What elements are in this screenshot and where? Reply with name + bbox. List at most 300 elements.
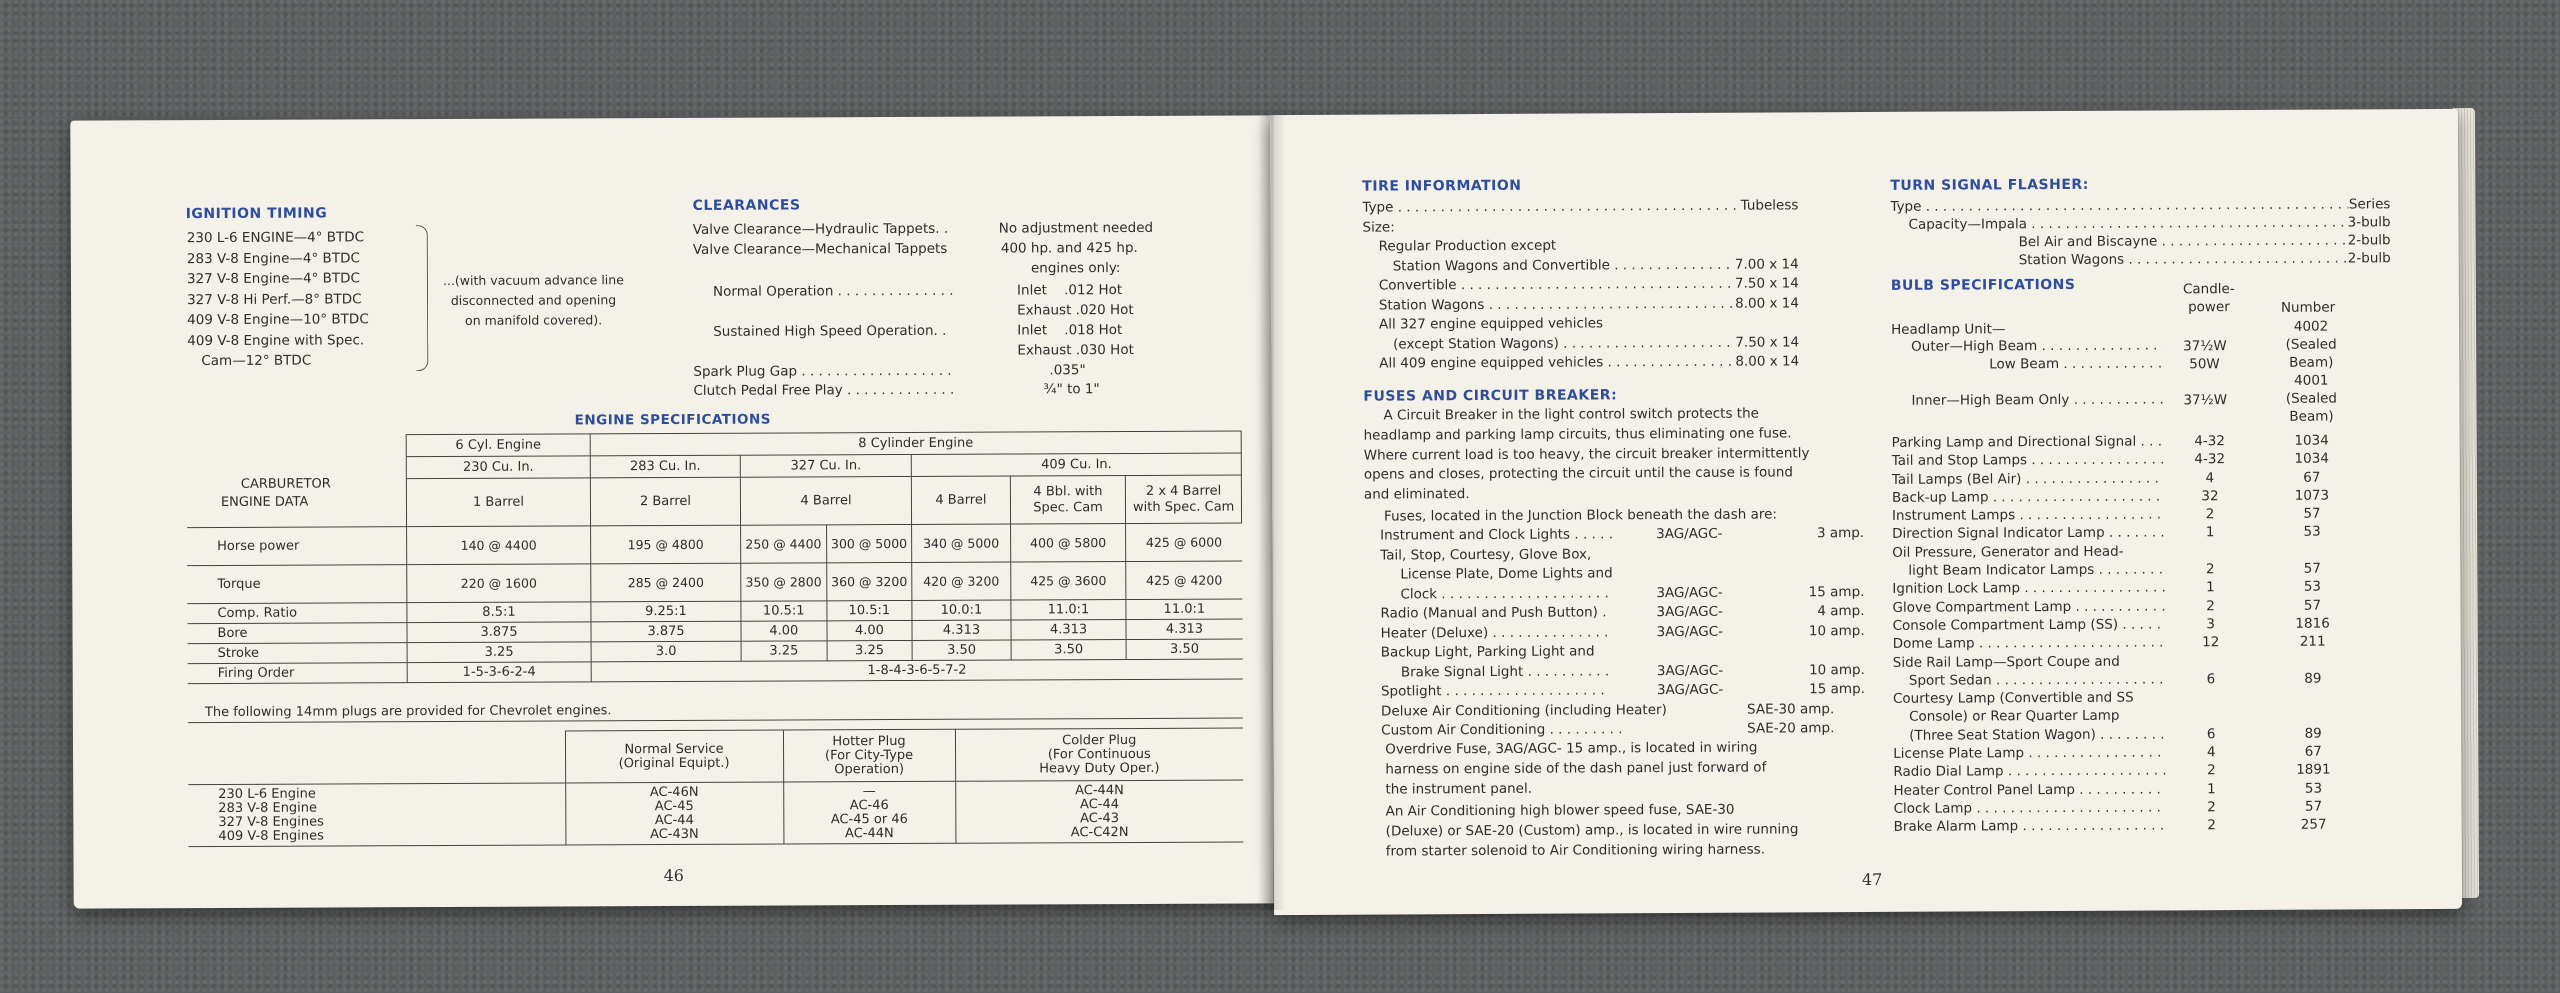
plug-normal-value: AC-43N <box>650 826 699 842</box>
left-page <box>70 115 1273 908</box>
spec-cell: 11.0:1 <box>1011 600 1127 621</box>
flasher-capacity-label: Capacity—Impala . . . <box>1908 213 2347 233</box>
plugs-table <box>188 728 1243 848</box>
spark-label: Spark Plug Gap . . . . . . . . . . . . . . . . . . <box>693 362 952 380</box>
spec-cell: 425 @ 4200 <box>1126 561 1242 600</box>
ignition-line: 283 V-8 Engine—4° BTDC <box>186 249 360 267</box>
tire-size-label: Size: <box>1362 218 1395 236</box>
col-power-line: Candle- <box>2182 281 2235 298</box>
bulb-item-power: 1 <box>2205 524 2215 541</box>
flasher-wagon-label: Station Wagons . . . <box>2019 249 2348 269</box>
fuse-item <box>1365 641 1865 663</box>
firing-order-8: 1-8-4-3-6-5-7-2 <box>591 659 1242 682</box>
bulb-item-number: 67 <box>2303 469 2321 486</box>
spec-cell: 10.0:1 <box>912 600 1011 620</box>
bulb-item-label: Console Compartment Lamp (SS) . . . <box>1893 615 2165 635</box>
bulb-item-power: 2 <box>2206 597 2215 614</box>
ignition-line: 327 V-8 Hi Perf.—8° BTDC <box>187 290 362 308</box>
spec-cell: 3.875 <box>591 621 741 642</box>
flasher-type-label: Type . . . <box>1890 195 2349 215</box>
ignition-note <box>443 270 624 331</box>
firing-order-6: 1-5-3-6-2-4 <box>407 662 591 683</box>
spec-cell: 340 @ 5000 <box>912 524 1011 562</box>
tire-row <box>1363 274 1799 296</box>
low-beam-label: Low Beam . . . <box>1989 354 2163 373</box>
bulb-item-number: 53 <box>2304 780 2323 797</box>
hyd-label: Valve Clearance—Hydraulic Tappets. . <box>692 220 949 238</box>
cu409-header: 409 Cu. In. <box>911 453 1241 476</box>
fuse-item <box>1364 602 1864 624</box>
bulb-item <box>1894 797 2354 818</box>
bulb-item-number: 57 <box>2304 798 2323 815</box>
fuse-para3-line: harness on engine side of the dash panel just forward of <box>1385 759 1767 778</box>
col-normal-line: Normal Service <box>624 741 724 757</box>
fuse-item <box>1364 544 1864 566</box>
fuses-para1 <box>1363 404 1864 506</box>
normal-inlet: Inlet .012 Hot <box>1017 282 1123 299</box>
fuse-item-type: 3AG/AGC- <box>1656 603 1723 621</box>
spec-cell: 3.25 <box>741 641 827 661</box>
bulb-item-number: 57 <box>2303 560 2321 577</box>
tire-row-value: 7.50 x 14 <box>1734 275 1799 292</box>
col-hotter-header <box>783 729 955 782</box>
fuse-item <box>1365 680 1865 702</box>
spec-row <box>187 561 1242 604</box>
fuse-item <box>1364 583 1864 605</box>
bulb-item-label: (Three Seat Station Wagon) . . . <box>1909 725 2165 745</box>
fuse-item-amp: 15 amp. <box>1809 681 1865 698</box>
fuse-item-amp: 10 amp. <box>1809 661 1865 678</box>
fuse-items <box>1364 524 1865 741</box>
col-number-header: Number <box>2280 299 2336 316</box>
plugs-intro: The following 14mm plugs are provided for Chevrolet engines. <box>204 703 612 721</box>
carb-label-2: ENGINE DATA <box>220 494 309 511</box>
low-beam-power: 50W <box>2189 356 2220 373</box>
inner-high-number-line: Beam) <box>2289 408 2334 425</box>
spec-row-label: Bore <box>187 623 407 644</box>
carb-type: 4 Bbl. with Spec. Cam <box>1010 476 1126 525</box>
bulb-item-label: Parking Lamp and Directional Signal . . . <box>1892 432 2164 452</box>
ignition-heading: IGNITION TIMING <box>185 205 328 223</box>
inner-high-row <box>1911 390 2163 409</box>
bulb-item-power: 2 <box>2207 799 2216 816</box>
bulb-item-number: 57 <box>2303 505 2321 522</box>
tire-row-label: All 409 engine equipped vehicles . . . <box>1379 353 1735 374</box>
col-colder-line: (For Continuous <box>1047 746 1151 762</box>
carb-label-1: CARBURETOR <box>240 476 331 493</box>
spec-cell: 4.00 <box>741 621 827 641</box>
plug-colder-value: AC-44 <box>1079 796 1120 812</box>
col-colder-line: Heavy Duty Oper.) <box>1039 760 1160 776</box>
spec-cell: 195 @ 4800 <box>591 525 741 564</box>
bulb-item-number: 211 <box>2299 633 2326 650</box>
spec-cell: 3.50 <box>912 640 1011 660</box>
clearances-heading: CLEARANCES <box>692 197 801 214</box>
fuse-para1-line: Where current load is too heavy, the circuit breaker intermittently <box>1363 444 1810 464</box>
spec-cell: 285 @ 2400 <box>591 563 741 602</box>
flasher-wagon-row <box>1891 249 2391 270</box>
spec-cell: 3.50 <box>1126 639 1242 660</box>
spec-row-label: Horse power <box>187 527 407 566</box>
tire-row-label: Regular Production except <box>1378 237 1557 255</box>
carb-label <box>187 457 407 528</box>
fuse-item-type: 3AG/AGC- <box>1656 525 1723 543</box>
sustained-label: Sustained High Speed Operation. . <box>713 322 947 340</box>
plug-hotter-value: AC-45 or 46 <box>830 811 908 827</box>
tire-row <box>1363 255 1799 277</box>
fuse-para4-line: An Air Conditioning high blower speed fuse, SAE-30 <box>1385 801 1735 820</box>
bulb-item-power: 32 <box>2201 488 2219 505</box>
fuse-item <box>1364 563 1864 585</box>
fuse-item-amp: 3 amp. <box>1816 525 1865 542</box>
col-power-line: power <box>2188 299 2230 316</box>
tire-row-label: All 327 engine equipped vehicles <box>1378 315 1604 333</box>
cyl8-header: 8 Cylinder Engine <box>590 431 1241 456</box>
bulb-item-power: 3 <box>2206 616 2215 633</box>
spec-cell: 140 @ 4400 <box>407 526 591 565</box>
spec-cell: 9.25:1 <box>591 601 741 622</box>
plug-engine-name: 230 L-6 Engine <box>218 786 316 802</box>
clutch-label: Clutch Pedal Free Play . . . . . . . . . . . . . <box>693 381 955 399</box>
plug-engine-name: 409 V-8 Engines <box>218 828 324 844</box>
plug-hotter-value: — <box>862 783 876 799</box>
spec-cell: 3.50 <box>1011 640 1127 661</box>
carb-type: 4 Barrel <box>912 476 1011 524</box>
outer-high-number <box>2281 318 2341 372</box>
outer-high-power: 37½W <box>2183 338 2227 355</box>
carb-type: 4 Barrel <box>740 476 911 525</box>
bulb-item-label: Brake Alarm Lamp . . . <box>1894 817 2166 837</box>
spec-cell: 300 @ 5000 <box>826 524 912 562</box>
fuses-para2: Fuses, located in the Junction Block beneath the dash are: <box>1383 506 1777 525</box>
tire-type-row <box>1362 196 1798 218</box>
bulb-item <box>1893 761 2353 782</box>
bulb-item <box>1893 724 2353 745</box>
plug-normal-value: AC-46N <box>649 784 699 800</box>
bulb-item-number: 1816 <box>2295 615 2330 632</box>
bulb-item-number: 67 <box>2304 743 2322 760</box>
bulb-item-label: Ignition Lock Lamp . . . <box>1892 579 2164 599</box>
bulb-item-label: Tail and Stop Lamps . . . <box>1892 451 2164 471</box>
fuse-item-amp: 10 amp. <box>1808 622 1865 639</box>
bulb-item-number: 1034 <box>2294 450 2329 468</box>
bulb-item <box>1892 486 2352 507</box>
plug-engine-name: 283 V-8 Engine <box>218 800 318 816</box>
mech-label: Valve Clearance—Mechanical Tappets <box>692 240 948 258</box>
plug-colder-values <box>955 780 1243 843</box>
firing-order-label: Firing Order <box>188 663 408 684</box>
tire-row <box>1363 294 1799 316</box>
bulb-item-label: Direction Signal Indicator Lamp . . . <box>1892 524 2164 544</box>
ignition-line: 230 L-6 ENGINE—4° BTDC <box>186 229 365 247</box>
fuse-item-label: Tail, Stop, Courtesy, Glove Box, <box>1380 545 1592 564</box>
fuses-heading: FUSES AND CIRCUIT BREAKER: <box>1363 387 1618 405</box>
bulb-item <box>1893 742 2353 763</box>
inner-high-number-line: (Sealed <box>2285 390 2337 407</box>
bulb-item-label: Dome Lamp . . . <box>1893 634 2165 654</box>
fuse-para4-line: from starter solenoid to Air Conditioning wiring harness. <box>1385 841 1766 860</box>
flasher-wagon-value: 2-bulb <box>2347 250 2391 267</box>
spec-cell: 10.5:1 <box>741 601 827 621</box>
engine-spec-table <box>187 431 1243 685</box>
spec-cell: 8.5:1 <box>407 602 591 623</box>
cu283-header: 283 Cu. In. <box>590 455 740 478</box>
bulb-item <box>1892 523 2352 544</box>
bulb-item <box>1893 614 2353 635</box>
tire-row-label: (except Station Wagons) . . . <box>1393 333 1735 354</box>
inner-high-power: 37½W <box>2183 392 2228 409</box>
spec-cell: 11.0:1 <box>1126 599 1242 620</box>
col-colder-line: Colder Plug <box>1062 732 1137 748</box>
sustained-inlet: Inlet .018 Hot <box>1017 322 1123 339</box>
ignition-note-line: ...(with vacuum advance line <box>442 272 624 288</box>
normal-label: Normal Operation . . . . . . . . . . . . . . <box>713 282 954 300</box>
fuse-item-label: Heater (Deluxe) . . . . . . . . . . . . . . <box>1380 623 1609 642</box>
fuse-item-type: 3AG/AGC- <box>1656 623 1724 640</box>
bulb-item-number: 1891 <box>2296 761 2331 779</box>
tire-row-value: 7.50 x 14 <box>1735 333 1800 351</box>
spec-row-label: Torque <box>187 565 407 604</box>
plug-colder-value: AC-43 <box>1080 810 1120 826</box>
outer-high-row <box>1911 336 2163 355</box>
spec-cell: 425 @ 6000 <box>1126 523 1242 562</box>
bulb-item <box>1892 431 2352 452</box>
spec-cell: 360 @ 3200 <box>826 562 912 600</box>
ignition-line: 327 V-8 Engine—4° BTDC <box>186 270 360 288</box>
outer-high-number-line: Beam) <box>2289 354 2334 371</box>
fuse-item-label: Brake Signal Light . . . . . . . . . . <box>1400 662 1610 680</box>
ignition-note-line: on manifold covered). <box>464 312 603 328</box>
engine-specs-title: ENGINE SPECIFICATIONS <box>574 411 772 429</box>
plug-normal-value: AC-44 <box>654 812 694 828</box>
plug-colder-value: AC-C42N <box>1070 824 1129 840</box>
plug-engine-name: 327 V-8 Engines <box>218 814 324 830</box>
bulb-item-label: Courtesy Lamp (Convertible and SS <box>1892 689 2134 708</box>
cu327-header: 327 Cu. In. <box>740 454 911 477</box>
bulb-item-power: 4 <box>2206 744 2216 761</box>
tire-row-value: 7.00 x 14 <box>1734 255 1799 273</box>
col-hotter-line: (For City-Type <box>824 747 914 763</box>
spec-cell: 250 @ 4400 <box>741 525 827 563</box>
flasher-block <box>1890 195 2390 270</box>
bulb-item-label: Sport Sedan . . . <box>1909 670 2165 690</box>
bulb-item <box>1892 596 2352 617</box>
plug-colder-value: AC-44N <box>1075 782 1124 798</box>
ignition-line: Cam—12° BTDC <box>201 352 312 370</box>
tire-type-label: Type . . . <box>1362 197 1740 218</box>
spec-cell: 3.25 <box>407 642 591 663</box>
bulb-item-label: Instrument Lamps . . . <box>1892 506 2164 526</box>
right-page <box>1270 109 2462 915</box>
spark-value: .035" <box>1049 362 1086 379</box>
tire-row <box>1363 235 1799 257</box>
sustained-exhaust: Exhaust .030 Hot <box>1017 341 1134 359</box>
col-power-header <box>2179 280 2239 316</box>
hyd-value: No adjustment needed <box>998 219 1154 237</box>
outer-high-label: Outer—High Beam . . . <box>1911 336 2163 355</box>
ignition-lines <box>187 227 369 371</box>
bulb-item <box>1893 706 2353 727</box>
fuse-item <box>1365 700 1865 722</box>
fuses-para3 <box>1385 738 1865 800</box>
bulb-item-label: Side Rail Lamp—Sport Coupe and <box>1892 653 2120 671</box>
spec-cell: 3.875 <box>407 622 591 643</box>
tire-size-label-row <box>1362 216 1798 238</box>
bulb-item-power: 4 <box>2205 469 2215 486</box>
fuse-item-amp: 4 amp. <box>1817 603 1865 620</box>
tire-row <box>1363 333 1799 355</box>
fuses-para4 <box>1386 800 1866 862</box>
fuse-item-label: License Plate, Dome Lights and <box>1400 565 1613 583</box>
ignition-note-line: disconnected and opening <box>450 292 617 308</box>
page-number-right: 47 <box>1861 869 1883 890</box>
bulb-items <box>1892 431 2354 836</box>
bulb-item-label: Tail Lamps (Bel Air) . . . <box>1892 469 2164 489</box>
bulb-item <box>1893 669 2353 690</box>
flasher-belair-value: 2-bulb <box>2347 232 2391 249</box>
bulb-item-power: 2 <box>2205 561 2215 578</box>
fuse-item-label: Radio (Manual and Push Button) . <box>1380 604 1607 622</box>
bulb-item-label: Radio Dial Lamp . . . <box>1893 762 2165 782</box>
spec-cell: 4.313 <box>912 620 1011 640</box>
outer-high-number-line: (Sealed <box>2285 336 2337 353</box>
col-colder-header <box>955 728 1243 781</box>
bulb-item-power: 2 <box>2207 817 2216 834</box>
fuse-para1-line: headlamp and parking lamp circuits, thus eliminating one fuse. <box>1363 425 1792 444</box>
col-hotter-line: Operation) <box>834 761 905 777</box>
bulb-item-power: 1 <box>2206 579 2215 596</box>
bulb-item-number: 57 <box>2303 597 2322 614</box>
tire-rows <box>1363 235 1800 374</box>
bulb-item <box>1892 578 2352 599</box>
bulb-item <box>1893 688 2353 709</box>
flasher-belair-label: Bel Air and Biscayne . . . <box>2019 231 2348 251</box>
plug-hotter-value: AC-46 <box>849 797 889 813</box>
bulb-item-power: 6 <box>2206 671 2216 688</box>
bulb-item <box>1892 468 2352 489</box>
fuse-item-label: Deluxe Air Conditioning (including Heater) <box>1380 701 1667 720</box>
bulb-item-power: 4-32 <box>2194 451 2226 468</box>
spec-cell: 4.00 <box>827 620 913 640</box>
fuse-item-label: Clock . . . . . . . . . . . . . . . . . . . . <box>1400 584 1609 602</box>
normal-exhaust: Exhaust .020 Hot <box>1017 301 1134 319</box>
fuse-item-label: Custom Air Conditioning . . . . . . . . . <box>1381 721 1623 739</box>
carb-type: 2 x 4 Barrel with Spec. Cam <box>1126 475 1242 524</box>
bulb-item <box>1892 505 2352 526</box>
tire-row <box>1363 313 1799 335</box>
fuse-para3-line: the instrument panel. <box>1385 780 1533 798</box>
bulb-item-number: 53 <box>2303 578 2322 596</box>
col-hotter-line: Hotter Plug <box>832 733 906 749</box>
spec-cell: 4.313 <box>1011 620 1127 641</box>
fuse-item-label: Backup Light, Parking Light and <box>1380 643 1595 661</box>
bulb-item-number: 89 <box>2304 725 2322 742</box>
plug-engines <box>188 783 565 847</box>
bulb-item <box>1892 541 2352 562</box>
bulb-item <box>1894 816 2354 837</box>
bulb-item-power: 2 <box>2207 762 2216 779</box>
bulb-item-number: 257 <box>2300 816 2327 833</box>
ignition-line: 409 V-8 Engine with Spec. <box>187 331 365 349</box>
low-beam-row <box>1989 354 2163 373</box>
bulb-item-power: 6 <box>2206 725 2216 742</box>
inner-high-label: Inner—High Beam Only . . . <box>1911 390 2163 409</box>
spec-cell: 4.313 <box>1126 619 1242 640</box>
spec-cell: 3.25 <box>827 640 913 660</box>
ignition-brace <box>416 225 429 371</box>
ignition-line: 409 V-8 Engine—10° BTDC <box>187 311 369 329</box>
fuse-para1-line: opens and closes, protecting the circuit until the cause is found <box>1363 464 1793 484</box>
fuse-item-type: 3AG/AGC- <box>1656 681 1724 699</box>
spec-cell: 3.0 <box>591 641 741 662</box>
flasher-type-value: Series <box>2348 196 2391 213</box>
plug-normal-value: AC-45 <box>654 798 694 814</box>
plug-normal-values <box>565 782 783 845</box>
spec-cell: 425 @ 3600 <box>1010 562 1126 601</box>
cyl6-header: 6 Cyl. Engine <box>406 434 590 457</box>
bulb-item-number: 89 <box>2304 670 2322 687</box>
spec-row-label: Stroke <box>188 643 408 664</box>
inner-high-number <box>2281 372 2341 426</box>
spec-cell: 400 @ 5800 <box>1010 524 1126 563</box>
fuse-para1-line: A Circuit Breaker in the light control switch protects the <box>1383 405 1759 424</box>
mech-value2: engines only: <box>1030 260 1121 277</box>
bulb-item-label: Clock Lamp . . . <box>1894 798 2166 818</box>
fuse-item <box>1364 524 1864 546</box>
bulb-item-power: 2 <box>2205 506 2215 523</box>
fuse-item-type: SAE-30 amp. <box>1746 700 1835 718</box>
bulbs-heading: BULB SPECIFICATIONS <box>1890 276 2076 294</box>
bulb-item-number: 53 <box>2303 524 2321 541</box>
headlamp-unit: Headlamp Unit— <box>1891 321 2006 338</box>
fuse-para3-line: Overdrive Fuse, 3AG/AGC- 15 amp., is located in wiring <box>1385 739 1758 758</box>
book-gutter <box>1258 115 1286 910</box>
tire-type-value: Tubeless <box>1740 197 1799 214</box>
spec-row-label: Comp. Ratio <box>187 603 407 624</box>
inner-high-number-line: 4001 <box>2294 372 2329 389</box>
carb-type: 1 Barrel <box>406 478 590 527</box>
tire-row-label: Station Wagons and Convertible . . . <box>1393 255 1735 276</box>
fuse-item-type: SAE-20 amp. <box>1747 720 1835 737</box>
tire-row-label: Station Wagons . . . <box>1379 294 1735 315</box>
flasher-capacity-value: 3-bulb <box>2347 214 2391 231</box>
bulb-item <box>1893 633 2353 654</box>
tire-row-value: 8.00 x 14 <box>1735 294 1799 312</box>
flasher-heading: TURN SIGNAL FLASHER: <box>1890 176 2089 194</box>
col-normal-line: (Original Equipt.) <box>618 755 730 771</box>
bulb-item-power: 4-32 <box>2194 433 2225 450</box>
bulb-item-label: light Beam Indicator Lamps . . . <box>1908 561 2164 581</box>
bulb-item-power: 12 <box>2202 634 2220 651</box>
bulb-item-number: 1034 <box>2294 432 2329 449</box>
plug-hotter-values <box>783 781 955 844</box>
clutch-value: ¾" to 1" <box>1043 381 1100 398</box>
fuse-item-type: 3AG/AGC- <box>1656 662 1724 679</box>
tire-row-value: 8.00 x 14 <box>1735 353 1800 370</box>
bulb-item-label: Oil Pressure, Generator and Head- <box>1892 543 2124 561</box>
fuse-item-type: 3AG/AGC- <box>1656 584 1723 601</box>
spec-cell: 220 @ 1600 <box>407 564 591 603</box>
bulb-item <box>1892 560 2352 581</box>
spec-cell: 10.5:1 <box>826 600 912 620</box>
spec-row <box>187 523 1242 566</box>
tire-block <box>1362 196 1799 374</box>
bulb-item-label: Back-up Lamp . . . <box>1892 487 2164 507</box>
fuse-para1-line: and eliminated. <box>1363 486 1470 503</box>
cu230-header: 230 Cu. In. <box>406 456 590 479</box>
fuse-para4-line: (Deluxe) or SAE-20 (Custom) amp., is located in wire running <box>1385 821 1799 840</box>
outer-high-number-line: 4002 <box>2293 318 2329 335</box>
